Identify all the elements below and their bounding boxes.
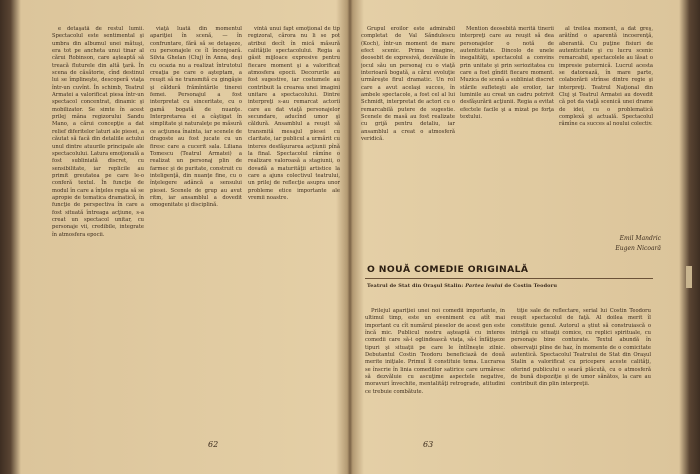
left-column-2 — [150, 26, 242, 436]
right-bottom-column-1 — [365, 308, 505, 438]
page-tab-marker — [686, 266, 692, 288]
title-rule — [365, 278, 653, 279]
subtitle-author: de Costin Teodoru — [504, 283, 558, 289]
signature-1: Emil Mandric — [619, 235, 661, 242]
left-column-3-text: vîntă unui fapt emoţional de tip regizoral, cărora nu li se pot atribui decît în mică măsură calităţile spectacolului. Regia a găsit mijloace expresive pentru fiecare moment şi a valorificat atmosfera epocii. Decorurile au fost sugestive, iar costumele au contribuit la crearea unei imagini unitare a spectacolului. Dintre interpreţi s-au remarcat actorii care au dat viaţă personajelor secundare, aducînd umor şi căldură. Ansamblul a reuşit să transmită mesajul piesei cu claritate, iar publicul a urmărit cu interes desfăşurarea acţiunii pînă la final. Spectacolul rămîne o realizare valoroasă a stagiunii, o dovadă a maturităţii artistice la care a ajuns colectivul teatrului, un prilej de reflecţie asupra unor probleme etice importante ale vremii noastre. — [248, 26, 340, 201]
author-signatures — [591, 234, 661, 254]
subtitle-theatre: Teatrul de Stat din Oraşul Stalin: — [367, 283, 464, 289]
left-column-1-text: e detaşată de restul lumii. Spectacolul este sentimental şi umbra din albumul unei mătuşi, era tot pe ancheta unui tinar al cărui Robinson, care aşteaptă să treacă fluturele din altă ţară. În scena de căsătorie, cînd destinul lui se împlineşte, descoperă viaţa într-un cuvînt. În schimb, Teatrul Armatei a valorificat piesa într-un spectacol concentrat, dinamic şi mobilizator. Se simte în acest prilej mâna regizorului Sandu Mano, a cărui concepţie a dat relief diferitelor laturi ale piesei, a căutat să facă din detaliile actului unul dintre atuurile principale ale spectacolului. Latura emoţională a fost subliniată discret, cu sensibilitate, iar replicile au primit greutatea pe care le-o conferă textul. În funcţie de modul în care a înţeles regia să se apropie de tematica dramatică, în funcţie de perspectiva în care a fost situată întreaga acţiune, s-a creat un spectacol unitar, cu personaje vii, credibile, integrate în atmosfera epocii. — [52, 26, 144, 238]
right-top-column-2-text: Mention deosebită merită tinerii interpreţi care au reuşit să dea personajelor o notă de autenticitate. Dincolo de unele inegalităţi, spectacolul a convins prin unitate şi prin seriozitatea cu care a fost gîndit fiecare moment. Muzica de scenă a subliniat discret stările sufleteşti ale eroilor, iar luminile au creat un cadru potrivit desfăşurării acţiunii. Regia a evitat efectele facile şi a mizat pe forţa textului. — [460, 26, 554, 121]
right-top-column-1-text: Grupul eroilor este admirabil completat de Val Săndulescu (Koch), într-un moment de mare efect scenic. Prima imagine, deosebit de expresivă, dezvăluie în jocul său un personaj cu o viaţă interioară bogată, a cărui evoluţie urmăreşte firul dramatic. Un rol care a avut acelaşi succes, în ambele spectacole, a fost cel al lui Schmidt, interpretat de actori cu o remarcabilă putere de sugestie. Scenele de masă au fost realizate cu grijă pentru detaliu, iar ansamblul a creat o atmosferă veridică. — [361, 26, 455, 143]
article-subtitle — [367, 283, 657, 289]
article-title: O NOUĂ COMEDIE ORIGINALĂ — [367, 264, 529, 275]
right-top-column-3 — [559, 26, 653, 232]
left-page-number: 62 — [208, 440, 219, 449]
right-page-number: 63 — [423, 440, 434, 449]
left-column-1 — [52, 26, 144, 436]
right-page — [361, 8, 679, 468]
right-bottom-column-2-text: tiţie sale de reflectare, serial lui Costin Teodoru reuşit spectacolul de faţă. Al doilea merit îl constituie genul. Autorul a ştiut să construiască o intrigă cu situaţii comice, cu replici spirituale, cu personaje bine conturate. Textul abundă în observaţii pline de haz, în momente de o comicitate autentică. Spectacolul Teatrului de Stat din Oraşul Stalin a valorificat cu pricepere aceste calităţi, oferind publicului o seară plăcută, cu o atmosferă de bună dispoziţie şi de umor sănătos, la care au contribuit din plin interpreţii. — [511, 308, 651, 388]
right-top-column-1 — [361, 26, 455, 232]
left-column-2-text: viaţă luată din momentul apariţiei în scenă, — în confruntare, fără să se detaşeze, cu personajele ce îl înconjoară. Silvia Ghelan (Cluj) în Anna, deşi cu ocazia nu a realizat întrutotul creaţia pe care o aşteptam, a reuşit să ne transmită cu gingăşie şi căldură frămîntările tinerei femei. Personajul a fost interpretat cu sinceritate, cu o gamă bogată de nuanţe. Interpretarea ei a câştigat în simplitate şi naturaleţe pe măsură ce acţiunea înainta, iar scenele de dragoste au fost jucate cu un firesc care a cucerit sala. Liliana Tomescu (Teatrul Armatei) a realizat un personaj plin de farmec şi de puritate, construit cu inteligenţă, din nuanţe fine, cu o înţelegere adâncă a sensului piesei. Scenele de grup au avut ritm, iar ansamblul a dovedit omogenitate şi disciplină. — [150, 26, 242, 209]
right-top-column-2 — [460, 26, 554, 232]
signature-2: Eugen Nicoară — [615, 245, 661, 252]
subtitle-play-title: Partea leului — [465, 283, 503, 289]
left-column-3 — [248, 26, 340, 436]
right-bottom-column-1-text: Prilejul apariţiei unei noi comedii importante, în ultimul timp, este un eveniment cu atît mai important cu cît numărul pieselor de acest gen este încă mic. Publicul nostru aşteaptă cu interes comedii care să-i oglindească viaţa, să-i înfăţişeze tipuri şi situaţii pe care le întîlneşte zilnic. Debutantul Costin Teodoru beneficiază de două merite iniţiale. Primul îl constituie tema. Lucrarea se înscrie în linia comediilor satirice care urmăresc să dezvăluie cu ascuţime aspectele negative, moravuri învechite, mentalităţi retrograde, atitudini ce trebuie combătute. — [365, 308, 505, 395]
left-page — [22, 8, 342, 468]
right-bottom-column-2 — [511, 308, 651, 438]
right-top-column-3-text: al treilea moment, a dat greş, arătînd o aparentă incoerenţă, aberantă. Cu puţine fisiuri de autenticitate şi cu lucru scenic remarcabil, spectacolele au lăsat o impresie puternică. Lucrul acesta se datorează, în mare parte, colaborării strînse dintre regie şi interpreţi. Teatrul Naţional din Cluj şi Teatrul Armatei au dovedit că pot da viaţă scenică unei drame de idei, cu o problematică complexă şi actuală. Spectacolul rămîne ca succes al noului colectiv. — [559, 26, 653, 128]
